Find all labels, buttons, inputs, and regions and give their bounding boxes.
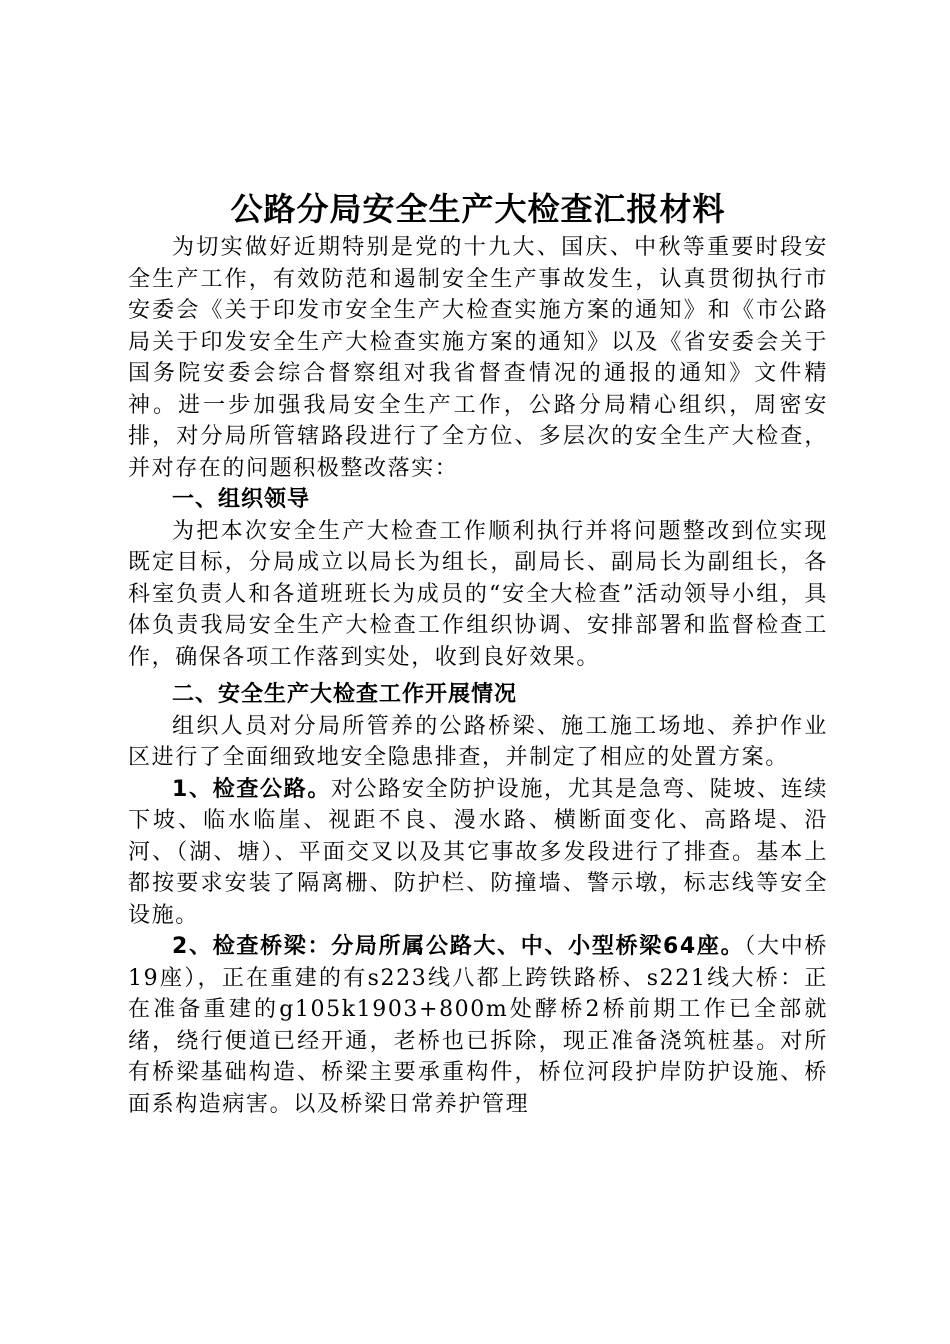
section-heading-inspection: 二、安全生产大检查工作开展情况: [172, 682, 518, 707]
item-check-bridges-body: （大中桥19座），正在重建的有s223线八都上跨铁路桥、s221线大桥：正在准备重建的g105k1903+800m处酵桥2桥前期工作已全部就绪，绕行便道已经开通，老桥也已拆除，现正准备浇筑桩基。对所有桥梁基础构造、桥梁主要承重构件，桥位河段护岸防护设施、桥面系构造病害。以及桥梁日常养护管理: [128, 934, 828, 1117]
item-check-bridges: [128, 931, 828, 1120]
item-check-roads-body: 对公路安全防护设施，尤其是急弯、陡坡、连续下坡、临水临崖、视距不良、漫水路、横断面变化、高路堤、沿河、（湖、塘）、平面交叉以及其它事故多发段进行了排查。基本上都按要求安装了隔离栅、防护栏、防撞墙、警示墩，标志线等安全设施。: [128, 776, 828, 928]
section-heading-organization: 一、组织领导: [172, 487, 311, 512]
section-body-inspection: 组织人员对分局所管养的公路桥梁、施工施工场地、养护作业区进行了全面细致地安全隐患排查，并制定了相应的处置方案。: [128, 713, 828, 770]
section-body-organization: 为把本次安全生产大检查工作顺利执行并将问题整改到位实现既定目标，分局成立以局长为组长，副局长、副局长为副组长，各科室负责人和各道班班长为成员的“安全大检查”活动领导小组，具体负责我局安全生产大检查工作组织协调、安排部署和监督检查工作，确保各项工作落到实处，收到良好效果。: [128, 518, 828, 670]
document-page: [128, 186, 828, 1120]
document-title: 公路分局安全生产大检查汇报材料: [230, 190, 726, 228]
item-check-roads: [128, 774, 828, 932]
item-check-roads-lead: 1、检查公路。: [172, 776, 331, 802]
item-check-bridges-lead: 2、检查桥梁：分局所属公路大、中、小型桥梁64座。: [172, 934, 745, 959]
intro-paragraph: 为切实做好近期特别是党的十九大、国庆、中秋等重要时段安全生产工作，有效防范和遏制安全生产事故发生，认真贯彻执行市安委会《关于印发市安全生产大检查实施方案的通知》和《市公路局关于印发安全生产大检查实施方案的通知》以及《省安委会关于国务院安委会综合督察组对我省督查情况的通报的通知》文件精神。进一步加强我局安全生产工作，公路分局精心组织，周密安排，对分局所管辖路段进行了全方位、多层次的安全生产大检查，并对存在的问题积极整改落实：: [128, 235, 828, 481]
